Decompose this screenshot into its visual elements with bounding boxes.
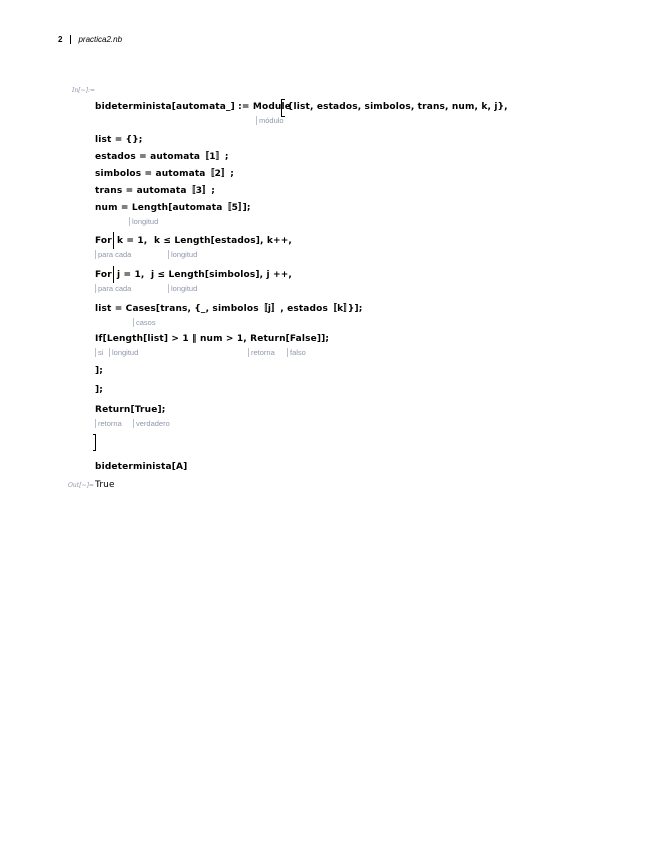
hint-falso: falso: [287, 348, 306, 357]
for-k-open-bracket: [113, 232, 116, 249]
code-line-for-j[interactable]: [95, 269, 112, 281]
code-line-for-k-args[interactable]: k = 1, k ≤ Length[estados], k++,: [117, 236, 292, 246]
code-line-module-vars[interactable]: {list, estados, simbolos, trans, num, k, j},: [287, 102, 508, 112]
hint-casos: casos: [133, 318, 156, 327]
code-line-list-init[interactable]: list = {};: [95, 135, 143, 145]
for-keyword: For: [95, 236, 112, 246]
module-close-bracket: [93, 434, 96, 451]
for-j-open-bracket: [113, 266, 116, 283]
input-cell-label: In[~]:=: [72, 87, 95, 94]
hint-si: si: [95, 348, 103, 357]
code-line-for-j-args[interactable]: j = 1, j ≤ Length[simbolos], j ++,: [117, 270, 292, 280]
code-line-close-outer-for[interactable]: ];: [95, 385, 104, 395]
code-line-estados[interactable]: estados = automata〚1〛;: [95, 152, 229, 162]
hint-para-cada-k: para cada: [95, 250, 131, 259]
module-open-bracket: [281, 99, 285, 117]
output-value: True: [95, 480, 115, 490]
page-header: [58, 35, 122, 44]
hint-modulo: módulo: [256, 116, 284, 125]
code-line-return-true[interactable]: Return[True];: [95, 405, 166, 415]
code-line-simbolos[interactable]: simbolos = automata〚2〛;: [95, 169, 234, 179]
output-cell-label: Out[~]=: [68, 482, 94, 489]
code-line-definition[interactable]: [95, 101, 291, 113]
code-line-num[interactable]: num = Length[automata〚5〛];: [95, 203, 251, 213]
code-line-for-k[interactable]: [95, 235, 112, 247]
notebook-file-name: practica2.nb: [78, 35, 123, 44]
hint-longitud-simbolos: longitud: [168, 284, 197, 293]
code-line-if[interactable]: If[Length[list] > 1 ‖ num > 1, Return[False]];: [95, 334, 330, 344]
code-line-cases[interactable]: list = Cases[trans, {_, simbolos〚j〛, estados〚k〛}];: [95, 304, 363, 314]
hint-retorna-falso: retorna: [248, 348, 275, 357]
page-number: 2: [58, 35, 63, 44]
code-line-close-inner-for[interactable]: ];: [95, 366, 104, 376]
hint-verdadero: verdadero: [133, 419, 170, 428]
code-line-call[interactable]: bideterminista[A]: [95, 462, 188, 472]
hint-retorna-verdadero: retorna: [95, 419, 122, 428]
code-text: bideterminista[automata_] := Module: [95, 102, 291, 112]
header-divider: [70, 35, 71, 44]
for-keyword: For: [95, 270, 112, 280]
hint-para-cada-j: para cada: [95, 284, 131, 293]
hint-longitud-estados: longitud: [168, 250, 197, 259]
hint-longitud-list: longitud: [109, 348, 138, 357]
code-line-trans[interactable]: trans = automata〚3〛;: [95, 186, 216, 196]
hint-longitud-num: longitud: [129, 217, 158, 226]
